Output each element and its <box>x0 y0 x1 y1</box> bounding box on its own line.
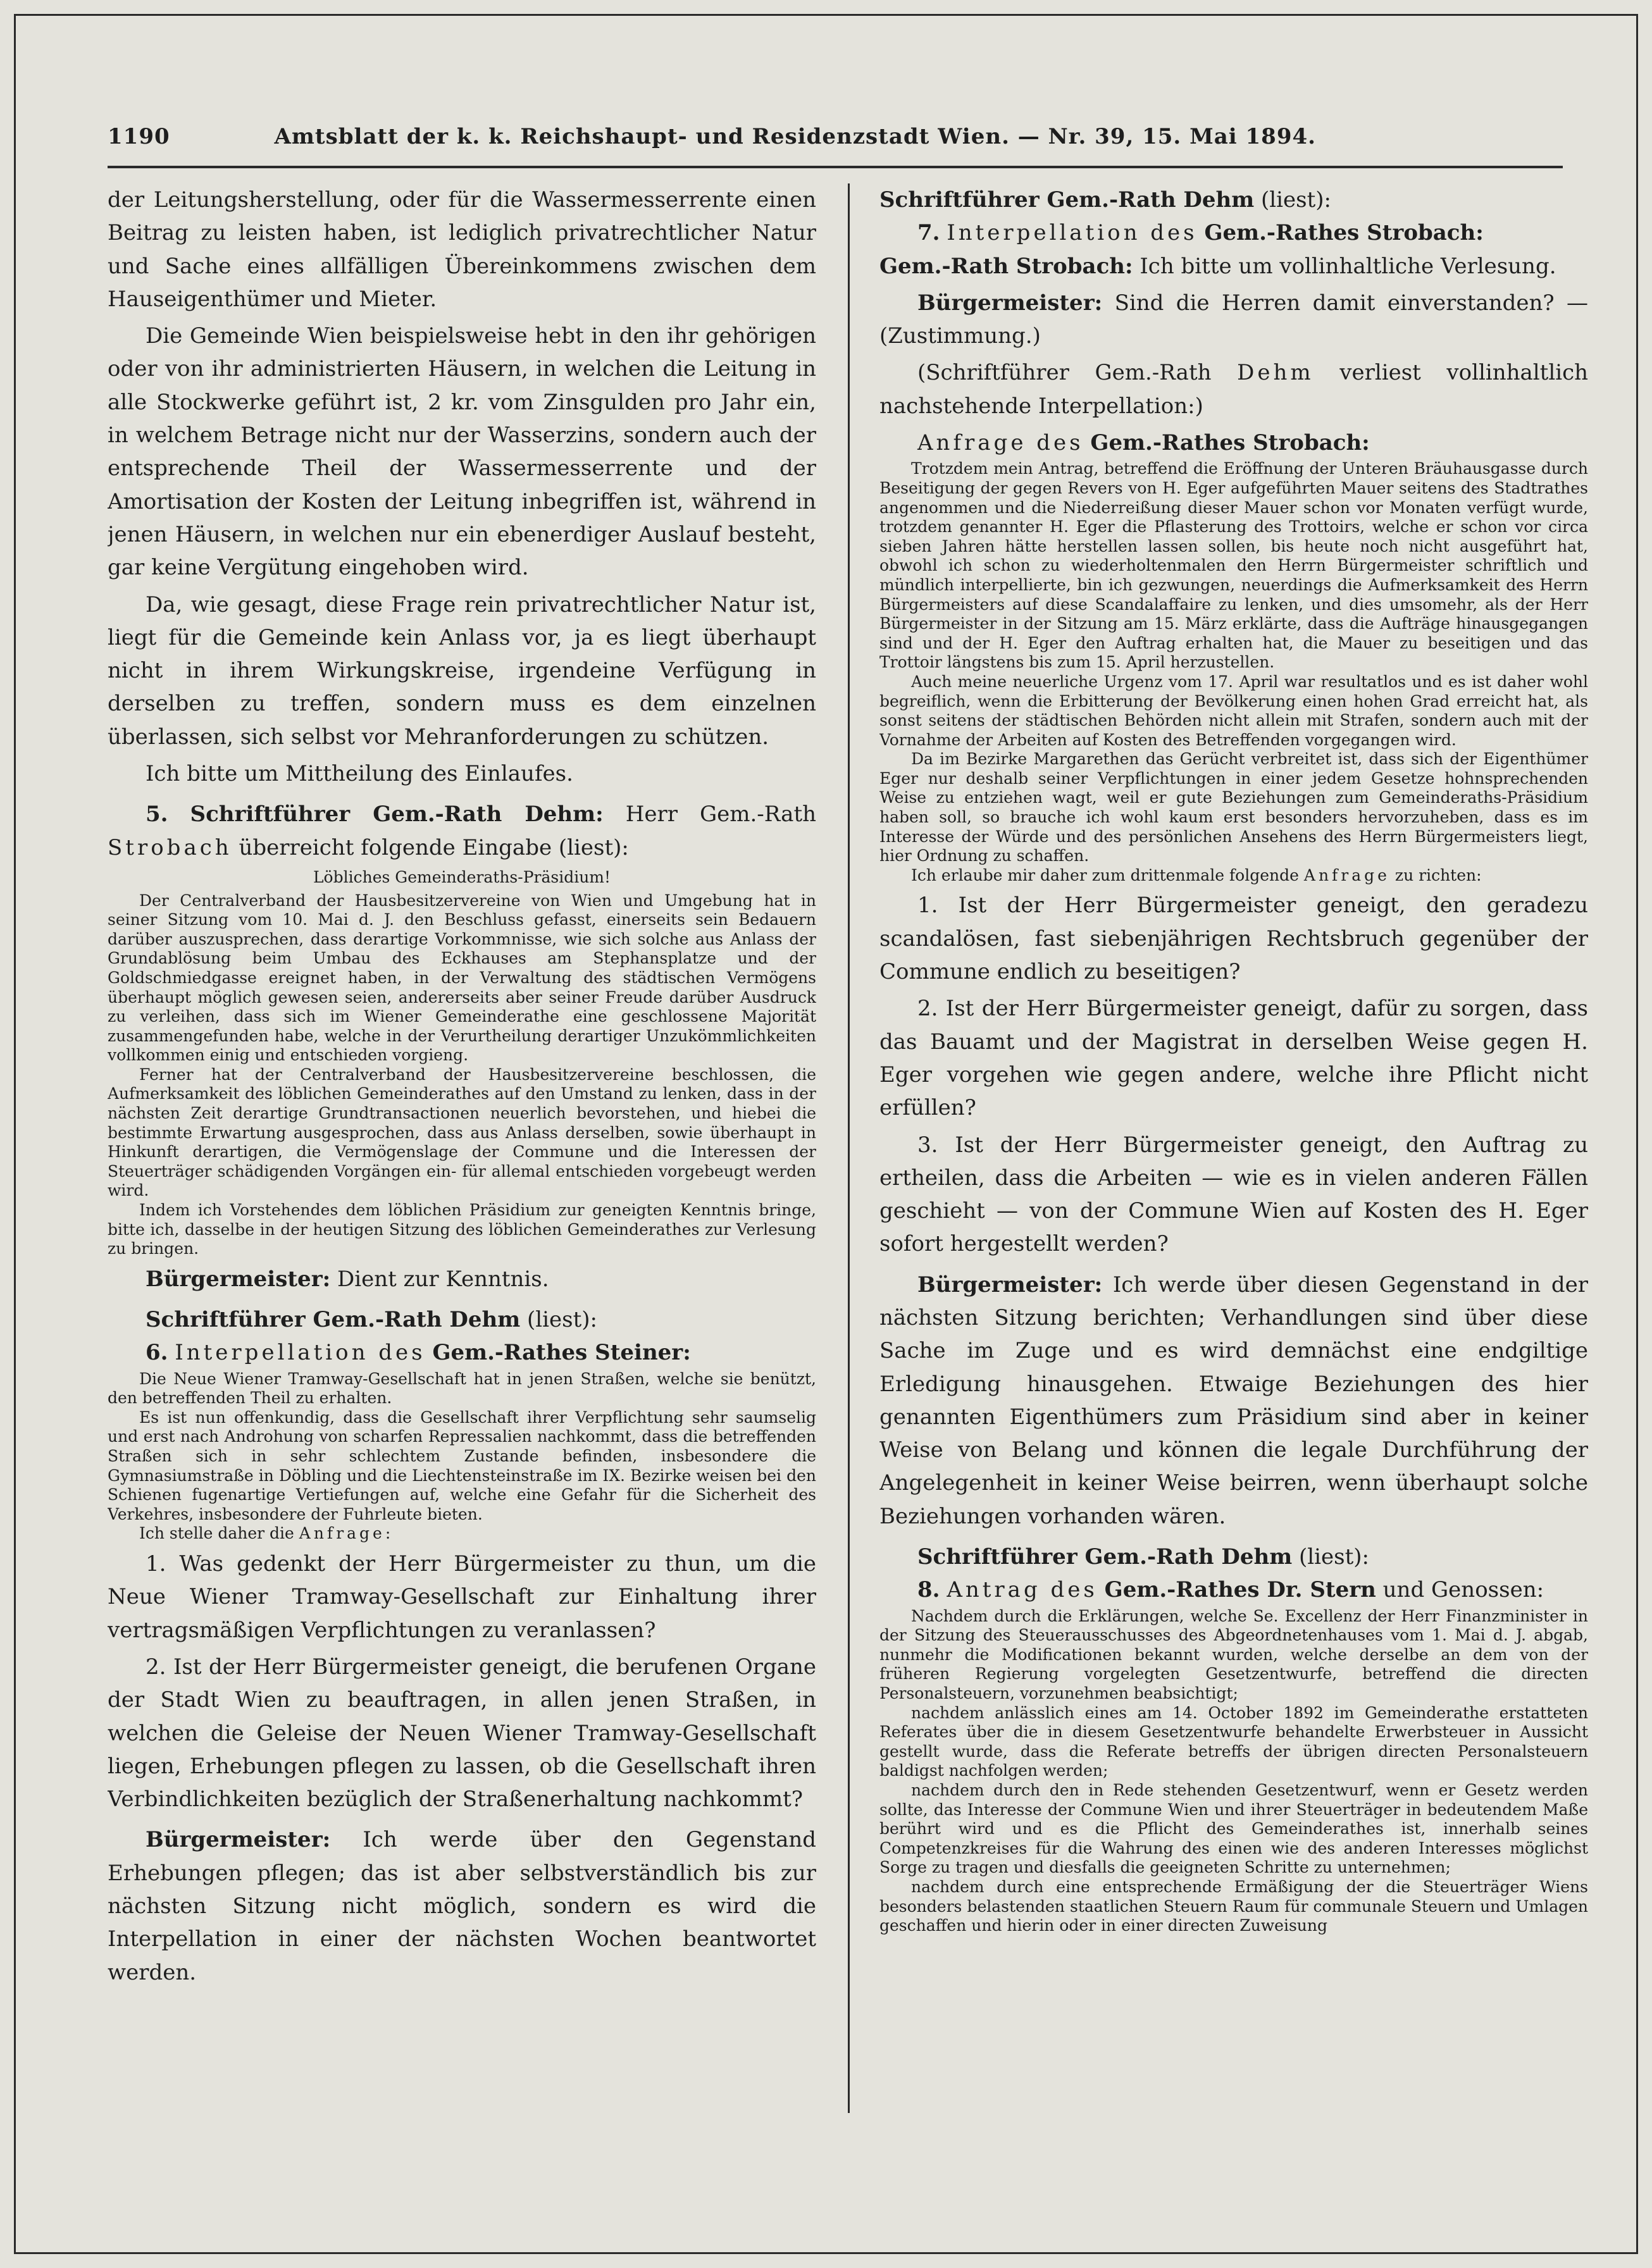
speaker-strobach: Gem.-Rath Strobach: <box>879 253 1133 279</box>
item-text: überreicht folgende Eingabe (liest): <box>239 834 629 860</box>
motion-paragraph: nachdem durch eine entsprechende Ermäßigung der die Steuerträger Wiens besonders belastenden staatlichen Steuern Raum für communale Steuern und Umlagen geschaffen und hierin oder in einer directen Zuweisung <box>879 1877 1588 1935</box>
interpellation-paragraph <box>108 1524 816 1544</box>
petition-paragraph: Ferner hat der Centralverband der Hausbesitzervereine beschlossen, die Aufmerksamkeit des löblichen Gemeinderathes auf den Umstand zu lenken, dass in der nächsten Zeit derartige Grundtransactionen neuerlich bevorstehen, und hiebei die bestimmte Erwartung ausgesprochen, dass aus Anlass derselben, sowie überhaupt in Hinkunft derartigen, die Vermögenslage der Commune und die Interessen der Steuerträger schädigenden Vorgängen ein- für allemal entschieden vorgebeugt werden wird. <box>108 1065 816 1200</box>
item-label: Interpellation des <box>175 1340 426 1366</box>
paragraph: Die Gemeinde Wien beispielsweise hebt in den ihr gehörigen oder von ihr administrierten Häusern, in welchen die Leitung in alle Stockwerke geführt ist, 2 kr. vom Zinsgulden pro Jahr ein, in welchem Betrage nicht nur der Wasserzins, sondern auch der entsprechende Theil der Wassermesserrente und der Amortisation der Kosten der Leitung inbegriffen ist, während in jenen Häusern, in welchen nur ein ebenerdiger Auslauf besteht, gar keine Vergütung eingehoben wird. <box>108 323 816 581</box>
mayor-reply <box>879 1268 1588 1533</box>
clerk-note: (liest): <box>1299 1544 1370 1570</box>
item-6-heading <box>108 1336 816 1369</box>
item-text: und Genossen: <box>1382 1577 1544 1603</box>
anfrage-paragraph: Auch meine neuerliche Urgenz vom 17. April war resultatlos und es ist daher wohl begreiflich, wenn die Erbitterung der Bevölkerung einen hohen Grad erreicht hat, als sonst seitens der städtischen Behörden nicht allein mit Strafen, sondern auch mit der Vornahme der Arbeiten auf Kosten des Betreffenden vorgegangen wird. <box>879 672 1588 749</box>
clerk-line <box>879 183 1588 216</box>
clerk-note: (liest): <box>1261 187 1332 213</box>
councillor-name: Gem.-Rathes Strobach: <box>1204 220 1484 246</box>
reply-text: Sind die Herren damit einverstanden? — (Zustimmung.) <box>879 290 1588 349</box>
speaker-clerk: Schriftführer Gem.-Rath Dehm <box>879 187 1255 213</box>
mayor-reply <box>108 1263 816 1296</box>
text: zu richten: <box>1394 865 1482 884</box>
mayor-reply <box>879 287 1588 353</box>
page-header <box>108 124 1316 156</box>
page-title: Amtsblatt der k. k. Reichshaupt- und Residenzstadt Wien. — Nr. 39, 15. Mai 1894. <box>274 124 1316 149</box>
councillor-name: Gem.-Rathes Strobach: <box>1090 430 1370 456</box>
petition-paragraph: Indem ich Vorstehendes dem löblichen Präsidium zur geneigten Kenntnis bringe, bitte ich, dasselbe in der heutigen Sitzung des löblichen Gemeinderathes zur Verlesung zu bringen. <box>108 1201 816 1258</box>
councillor-name: Gem.-Rathes Dr. Stern <box>1104 1577 1376 1603</box>
item-label: Antrag des <box>947 1577 1098 1603</box>
item-8-heading <box>879 1573 1588 1606</box>
motion-paragraph: nachdem anlässlich eines am 14. October 1892 im Gemeinderathe erstatteten Referates über die in diesem Gesetzentwurfe behandelte Erwerbsteuer in Aussicht gestellt wurde, dass die Referate betreffs der übrigen directen Personalsteuern baldigst nachfolgen werden; <box>879 1703 1588 1780</box>
item-number: 5. <box>146 802 168 827</box>
speaker-clerk: Schriftführer Gem.-Rath Dehm <box>917 1544 1293 1570</box>
question-2: 2. Ist der Herr Bürgermeister geneigt, dafür zu sorgen, dass das Bauamt und der Magistrat in derselben Weise gegen H. Eger vorgehen wie gegen andere, welche ihre Pflicht nicht erfüllen? <box>879 996 1588 1121</box>
anfrage-heading <box>879 426 1588 459</box>
clerk-note: (liest): <box>527 1307 598 1333</box>
request-text: Ich bitte um vollinhaltliche Verlesung. <box>1140 253 1556 279</box>
reply-text: Dient zur Kenntnis. <box>337 1266 549 1292</box>
item-7-heading <box>879 216 1588 249</box>
item-number: 7. <box>917 220 940 246</box>
interpellation-paragraph: Die Neue Wiener Tramway-Gesellschaft hat in jenen Straßen, welche sie benützt, den betreffenden Theil zu erhalten. <box>108 1369 816 1408</box>
question-1: 1. Was gedenkt der Herr Bürgermeister zu thun, um die Neue Wiener Tramway-Gesellschaft zur Einhaltung ihrer vertragsmäßigen Verpflichtungen zu veranlassen? <box>108 1551 816 1643</box>
item-text: Herr Gem.-Rath <box>625 802 816 827</box>
question-3: 3. Ist der Herr Bürgermeister geneigt, den Auftrag zu ertheilen, dass die Arbeiten — wie es in vielen anderen Fällen geschieht — von der Commune Wien auf Kosten des H. Eger sofort hergestellt werden? <box>879 1132 1588 1257</box>
motion-paragraph: nachdem durch den in Rede stehenden Gesetzentwurf, wenn er Gesetz werden sollte, das Interesse der Commune Wien und ihrer Steuerträger in bedeutendem Maße berührt wird und es die Pflicht des Gemeinderathes ist, innerhalb seines Competenzkreises für die Wahrung des einen wie des anderen Interesses möglichst Sorge zu tragen und diesfalls die geeigneten Schritte zu unternehmen; <box>879 1781 1588 1877</box>
interpellation-paragraph: Es ist nun offenkundig, dass die Gesellschaft ihrer Verpflichtung sehr saumselig und erst nach Androhung von scharfen Repressalien nachkommt, dass die betreffenden Straßen sich in sehr schlechtem Zustande befinden, insbesondere die Gymnasiumstraße in Döbling und die Liechtensteinstraße im IX. Bezirke weisen bei den Schienen fugenartige Vertiefungen auf, welche eine Gefahr für die Sicherheit des Verkehres, insbesondere der Fuhrleute bieten. <box>108 1408 816 1523</box>
reply-text: Ich werde über den Gegenstand Erhebungen pflegen; das ist aber selbstverständlich bis zur nächsten Sitzung nicht möglich, sondern es wird die Interpellation in einer der nächsten Wochen beantwortet werden. <box>108 1827 816 1985</box>
item-number: 6. <box>146 1340 168 1366</box>
name-dehm: Dehm <box>1237 360 1314 386</box>
text: (Schriftführer Gem.-Rath <box>917 360 1212 386</box>
councillor-request <box>879 250 1588 283</box>
question-1: 1. Ist der Herr Bürgermeister geneigt, den geradezu scandalösen, fast siebenjährigen Rechtsbruch gegenüber der Commune endlich zu beseitigen? <box>879 893 1588 985</box>
petition-paragraph: Der Centralverband der Hausbesitzervereine von Wien und Umgebung hat in seiner Sitzung vom 10. Mai d. J. den Beschluss gefasst, einerseits sein Bedauern darüber auszusprechen, dass derartige Vorkommnisse, wie sich solche aus Anlass der Grundablösung beim Umbau des Eckhauses am Stephansplatze und der Goldschmiedgasse ereignet haben, in der Verwaltung des städtischen Vermögens überhaupt möglich gewesen seien, andererseits aber seiner Freude darüber Ausdruck zu verleihen, dass sich im Wiener Gemeinderathe eine geschlossene Majorität zusammengefunden habe, welche in der Verurtheilung derartiger Unzukömmlichkeiten vollkommen einig und entschieden vorgieng. <box>108 891 816 1065</box>
paragraph: Ich bitte um Mittheilung des Einlaufes. <box>146 761 573 787</box>
clerk-line <box>879 1540 1588 1573</box>
addressee: Löbliches Gemeinderaths-Präsidium! <box>313 867 611 886</box>
anfrage-label: Anfrage des <box>917 430 1084 456</box>
page-number: 1190 <box>108 124 170 149</box>
paragraph: der Leitungsherstellung, oder für die Wassermesserrente einen Beitrag zu leisten haben, ist lediglich privatrechtlicher Natur und Sache eines allfälligen Übereinkommens zwischen dem Hauseigenthümer und Mieter. <box>108 187 816 312</box>
question-2: 2. Ist der Herr Bürgermeister geneigt, die berufenen Organe der Stadt Wien zu beauftragen, in allen jenen Straßen, in welchen die Geleise der Neuen Wiener Tramway-Gesellschaft liegen, Erhebungen pflegen zu lassen, ob die Gesellschaft ihren Verbindlichkeiten bezüglich der Straßenerhaltung nachkommt? <box>108 1654 816 1813</box>
anfrage-paragraph: Trotzdem mein Antrag, betreffend die Eröffnung der Unteren Bräuhausgasse durch Beseitigung der gegen Revers von H. Eger aufgeführten Mauer seitens des Stadtrathes angenommen und die Niederreißung dieser Mauer schon vor Monaten verfügt wurde, trotzdem genannter H. Eger die Pflasterung des Trottoirs, welche er schon vor circa sieben Jahren hätte herstellen lassen sollen, bis heute noch nicht ausgeführt hat, obwohl ich schon zu wiederholtenmalen den Herrn Bürgermeister schriftlich und mündlich interpellierte, bin ich gezwungen, neuerdings die Aufmerksamkeit des Herrn Bürgermeisters auf diese Scandalaffaire zu lenken, und dies umsomehr, als der Herr Bürgermeister in der Sitzung am 15. März erklärte, dass die Aufträge hinausgegangen sind und der H. Eger den Auftrag erhalten hat, die Mauer zu beseitigen und das Trottoir längstens bis zum 15. April herzustellen. <box>879 459 1588 672</box>
speaker-mayor: Bürgermeister: <box>917 290 1103 316</box>
speaker-mayor: Bürgermeister: <box>146 1827 331 1853</box>
item-5-heading <box>108 798 816 864</box>
clerk-line <box>108 1303 816 1336</box>
left-column <box>108 183 816 2113</box>
anfrage-word: Anfrage <box>1303 865 1390 884</box>
speaker-mayor: Bürgermeister: <box>917 1272 1103 1298</box>
speaker-clerk: Schriftführer Gem.-Rath Dehm: <box>190 802 604 827</box>
reply-text: Ich werde über diesen Gegenstand in der nächsten Sitzung berichten; Verhandlungen sind über diese Sache im Zuge und es wird demnächst eine endgiltige Erledigung hinausgehen. Etwaige Beziehungen des hier genannten Eigenthümers zum Präsidium sind aber in keiner Weise von Belang und können die legale Durchführung der Angelegenheit in keiner Weise beirren, wenn überhaupt solche Beziehungen vorhanden wären. <box>879 1272 1588 1529</box>
name-strobach: Strobach <box>108 834 232 860</box>
text: verliest vollinhaltlich nachstehende Interpellation:) <box>879 360 1588 419</box>
header-rule <box>108 166 1563 168</box>
reading-note <box>879 356 1588 423</box>
column-divider <box>848 183 850 2113</box>
councillor-name: Gem.-Rathes Steiner: <box>432 1340 691 1366</box>
item-number: 8. <box>917 1577 940 1603</box>
text: Ich erlaube mir daher zum drittenmale folgende <box>911 865 1299 884</box>
mayor-reply <box>108 1823 816 1988</box>
anfrage-word: Anfrage: <box>299 1524 394 1543</box>
speaker-mayor: Bürgermeister: <box>146 1266 331 1292</box>
paragraph: Da, wie gesagt, diese Frage rein privatrechtlicher Natur ist, liegt für die Gemeinde kein Anlass vor, ja es liegt überhaupt nicht in ihrem Wirkungskreise, irgendeine Verfügung in derselben zu treffen, sondern muss es dem einzelnen überlassen, sich selbst vor Mehranforderungen zu schützen. <box>108 592 816 750</box>
speaker-clerk: Schriftführer Gem.-Rath Dehm <box>146 1307 521 1333</box>
anfrage-paragraph <box>879 866 1588 886</box>
motion-paragraph: Nachdem durch die Erklärungen, welche Se. Excellenz der Herr Finanzminister in der Sitzung des Steuerausschusses des Abgeordnetenhauses vom 1. Mai d. J. abgab, nunmehr die Modificationen bekannt wurden, welche derselbe an dem von der früheren Regierung vorgelegten Gesetzentwurfe, betreffend die directen Personalsteuern, vorzunehmen beabsichtigt; <box>879 1606 1588 1703</box>
text: Ich stelle daher die <box>139 1524 294 1543</box>
anfrage-paragraph: Da im Bezirke Margarethen das Gerücht verbreitet ist, dass sich der Eigenthümer Eger nur deshalb seiner Verpflichtungen in einer jedem Gesetze hohnsprechenden Weise zu entziehen wagt, weil er gute Beziehungen zum Gemeinderaths-Präsidium haben soll, so brauche ich wohl kaum erst besonders hervorzuheben, dass es im Interesse der Würde und des persönlichen Ansehens des Herrn Bürgermeisters liegt, hier Ordnung zu schaffen. <box>879 750 1588 865</box>
item-label: Interpellation des <box>947 220 1198 246</box>
right-column <box>879 183 1588 2113</box>
